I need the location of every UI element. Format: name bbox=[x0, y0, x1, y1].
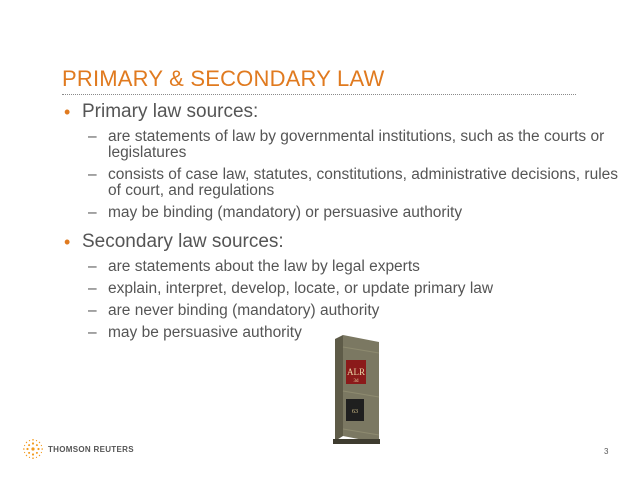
dash-marker: – bbox=[88, 128, 97, 145]
thomson-reuters-logo bbox=[22, 438, 134, 460]
sub-bullet bbox=[62, 259, 622, 275]
book-spine-title: ALR bbox=[347, 367, 365, 377]
bullet-label: Primary law sources: bbox=[82, 101, 259, 122]
book-spine-subtitle: 3d bbox=[353, 379, 359, 384]
law-book-icon bbox=[333, 333, 383, 445]
sub-bullet bbox=[62, 205, 622, 221]
sub-bullet-text: are statements about the law by legal experts bbox=[108, 258, 420, 275]
sub-bullet-text: consists of case law, statutes, constitutions, administrative decisions, rules of court, and regulations bbox=[108, 166, 619, 199]
sub-bullet-text: are statements of law by governmental institutions, such as the courts or legislatures bbox=[108, 128, 605, 161]
dash-marker: – bbox=[88, 166, 97, 183]
dash-marker: – bbox=[88, 258, 97, 275]
bullet-marker: • bbox=[64, 102, 71, 122]
bullet-secondary-law bbox=[62, 231, 622, 253]
bullet-primary-law bbox=[62, 101, 622, 123]
sub-bullet-text: are never binding (mandatory) authority bbox=[108, 302, 380, 319]
logo-text: THOMSON REUTERS bbox=[48, 444, 134, 454]
sub-bullet bbox=[62, 167, 622, 199]
bullet-label: Secondary law sources: bbox=[82, 231, 284, 252]
book-volume-number: 63 bbox=[352, 409, 358, 415]
bullet-marker: • bbox=[64, 232, 71, 252]
slide-title: PRIMARY & SECONDARY LAW bbox=[62, 66, 385, 91]
dash-marker: – bbox=[88, 324, 97, 341]
page-number: 3 bbox=[604, 447, 609, 456]
slide-body bbox=[62, 101, 622, 347]
sub-bullet-text: may be binding (mandatory) or persuasive authority bbox=[108, 204, 463, 221]
dash-marker: – bbox=[88, 204, 97, 221]
thomson-reuters-logo-icon bbox=[22, 438, 44, 460]
dash-marker: – bbox=[88, 302, 97, 319]
sub-bullet bbox=[62, 303, 622, 319]
sub-bullet bbox=[62, 129, 622, 161]
sub-bullet bbox=[62, 281, 622, 297]
sub-bullet-text: may be persuasive authority bbox=[108, 324, 302, 341]
title-divider bbox=[62, 94, 576, 95]
sub-bullet-text: explain, interpret, develop, locate, or update primary law bbox=[108, 280, 494, 297]
dash-marker: – bbox=[88, 280, 97, 297]
